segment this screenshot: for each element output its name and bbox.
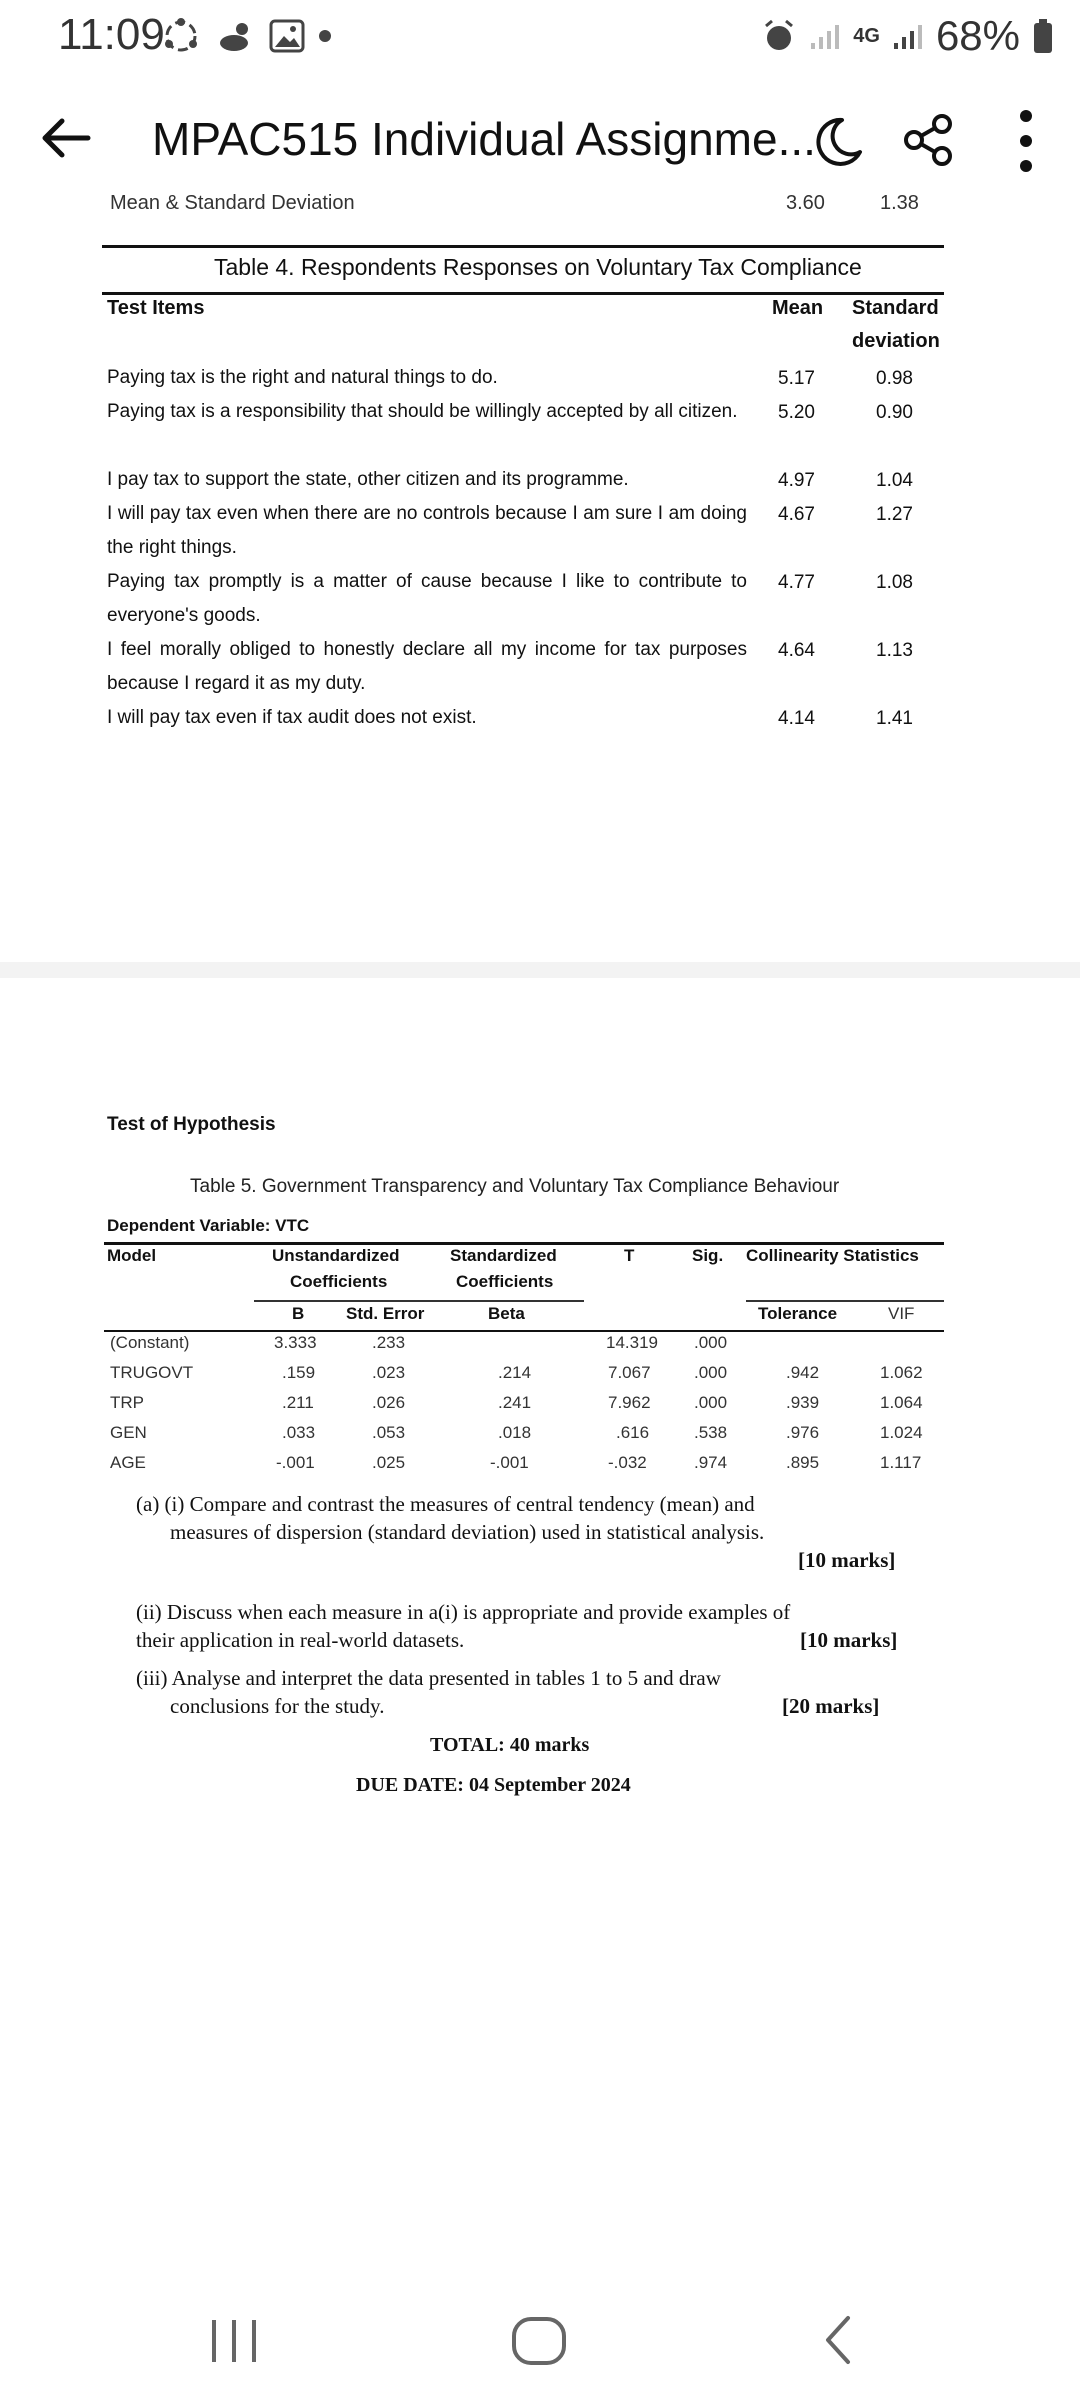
table5-row-1-sig: .000 [694,1333,728,1352]
table4-row-7-text: I will pay tax even if tax audit does not exist. [107,707,477,728]
clipped-row-mean: 3.60 [786,192,825,214]
question-a-i-line-2: measures of dispersion (standard deviation) used in statistical analysis. [170,1520,765,1544]
table5-row-3-beta: .241 [498,1393,532,1412]
table5-title: Table 5. Government Transparency and Voluntary Tax Compliance Behaviour [190,1176,840,1197]
table4-col-sd-1: Standard [852,297,939,319]
signal-weak-icon [809,21,841,51]
table4-row-5-sd: 1.08 [876,572,913,593]
table5-row-4-se: .053 [372,1423,406,1442]
more-options-icon[interactable] [1006,106,1046,176]
table4-row-4-mean: 4.67 [778,504,815,525]
table5-row-4-model: GEN [110,1423,147,1442]
dark-mode-moon-icon[interactable] [808,112,868,172]
table5-row-5-beta: -.001 [490,1453,529,1472]
document-page-1 [0,192,1080,962]
status-notification-icons [158,16,332,56]
table4-col-sd-2: deviation [852,330,940,352]
table5-coef-rule [254,1300,584,1302]
gallery-icon [268,17,306,55]
table5-row-1-b: 3.333 [274,1333,317,1352]
table5-h-sig: Sig. [692,1246,724,1265]
total-marks: TOTAL: 40 marks [430,1734,590,1756]
table4-col-items: Test Items [107,297,205,319]
status-time: 11:09 [58,10,165,59]
question-a-i-line-1: (a) (i) Compare and contrast the measures of central tendency (mean) and [136,1492,755,1516]
table5-row-5-tolerance: .895 [786,1453,820,1472]
share-icon[interactable] [898,110,958,170]
alarm-icon [761,18,797,54]
table5-row-1-t: 14.319 [606,1333,658,1352]
table4-row-7-mean: 4.14 [778,708,815,729]
more-notifications-dot-icon [318,29,332,43]
table4-row-6-sd: 1.13 [876,640,913,661]
table4-header-rule [102,292,944,295]
table4-row-3-sd: 1.04 [876,470,913,491]
table4-row-1-mean: 5.17 [778,368,815,389]
table5-row-2-beta: .214 [498,1363,532,1382]
table5-row-3-tolerance: .939 [786,1393,820,1412]
table5-row-3-se: .026 [372,1393,406,1412]
signal-icon [892,21,924,51]
back-nav-icon[interactable] [818,2312,858,2368]
table5-colin-rule [746,1300,944,1302]
back-arrow-icon[interactable] [36,108,96,168]
table5-row-4-b: .033 [282,1423,316,1442]
table5-row-2-b: .159 [282,1363,316,1382]
table5-row-2-model: TRUGOVT [110,1363,194,1382]
question-a-iii-line-1: (iii) Analyse and interpret the data presented in tables 1 to 5 and draw [136,1666,721,1690]
table4-row-2-sd: 0.90 [876,402,913,423]
weather-icon [216,16,256,56]
due-date: DUE DATE: 04 September 2024 [356,1774,631,1796]
table5-row-3-b: .211 [282,1393,314,1412]
table5-row-4-vif: 1.024 [880,1423,923,1442]
table5-h-beta: Beta [488,1304,525,1323]
table5-row-2-sig: .000 [694,1363,728,1382]
page-title: MPAC515 Individual Assignme... [152,113,816,165]
hypothesis-heading: Test of Hypothesis [107,1114,276,1135]
table5-row-4-tolerance: .976 [786,1423,820,1442]
table5-h-unstd-1: Unstandardized [272,1246,400,1265]
table4-col-mean: Mean [772,297,824,319]
table5-h-b: B [292,1304,305,1323]
table4-row-2-mean: 5.20 [778,402,815,423]
sync-icon [158,16,204,56]
question-a-ii-marks: [10 marks] [800,1628,898,1652]
table5-top-rule [104,1242,944,1245]
table5-h-tolerance: Tolerance [758,1304,838,1323]
table5-row-5-b: -.001 [276,1453,315,1472]
table5-row-3-vif: 1.064 [880,1393,923,1412]
table5-dependent-variable: Dependent Variable: VTC [107,1216,310,1235]
network-type: 4G [853,25,880,47]
table5-header-rule [104,1330,944,1332]
home-icon[interactable] [508,2314,570,2368]
table5-row-1-model: (Constant) [110,1333,190,1352]
battery-percent: 68% [935,12,1020,59]
clipped-row-label: Mean & Standard Deviation [110,192,355,214]
question-a-iii-line-2: conclusions for the study. [170,1694,385,1718]
battery-icon [1032,18,1054,54]
table5-row-5-sig: .974 [694,1453,728,1472]
table4-row-3-text: I pay tax to support the state, other citizen and its programme. [107,469,629,490]
table4-top-rule [102,245,944,248]
table4-row-6-mean: 4.64 [778,640,815,661]
document-page-2 [0,978,1080,2258]
table4-row-6-text: I feel morally obliged to honestly declare all my income for tax purposes because I regard it as my duty. [107,639,747,694]
table4-row-4-text: I will pay tax even when there are no controls because I am sure I am doing the right things. [107,503,747,558]
table4-title: Table 4. Respondents Responses on Voluntary Tax Compliance [214,254,862,280]
recent-apps-icon[interactable] [206,2316,262,2366]
table5-row-5-vif: 1.117 [880,1453,922,1472]
status-right-group [761,12,1054,60]
table4-row-1-sd: 0.98 [876,368,913,389]
table5-h-vif: VIF [888,1304,915,1323]
table5-row-3-sig: .000 [694,1393,728,1412]
table5-row-5-model: AGE [110,1453,146,1472]
table4-row-3-mean: 4.97 [778,470,815,491]
table5-row-5-se: .025 [372,1453,406,1472]
question-a-ii-line-2: their application in real-world datasets. [136,1628,465,1652]
table5-row-3-model: TRP [110,1393,144,1412]
clipped-row-sd: 1.38 [880,192,919,214]
table4-row-5-mean: 4.77 [778,572,815,593]
table4-row-7-sd: 1.41 [876,708,913,729]
table5-row-1-se: .233 [372,1333,406,1352]
table5-row-2-vif: 1.062 [880,1363,923,1382]
table5-h-se: Std. Error [346,1304,425,1323]
table5-h-t: T [624,1246,635,1265]
table4-row-1-text: Paying tax is the right and natural things to do. [107,367,498,388]
table5-row-2-se: .023 [372,1363,406,1382]
table5-h-unstd-2: Coefficients [290,1272,388,1291]
table4-row-5-text: Paying tax promptly is a matter of cause because I like to contribute to everyone's goods. [107,571,747,626]
table5-row-2-tolerance: .942 [786,1363,820,1382]
table5-row-5-t: -.032 [608,1453,647,1472]
table5-row-4-beta: .018 [498,1423,532,1442]
table4-row-4-sd: 1.27 [876,504,913,525]
table5-h-std-1: Standardized [450,1246,557,1265]
table5-row-2-t: 7.067 [608,1363,651,1382]
table4-row-2-text: Paying tax is a responsibility that should be willingly accepted by all citizen. [107,401,738,422]
table5-h-std-2: Coefficients [456,1272,554,1291]
question-a-ii-line-1: (ii) Discuss when each measure in a(i) is appropriate and provide examples of [136,1600,791,1624]
table5-h-model: Model [107,1246,157,1265]
table5-row-4-t: .616 [616,1423,650,1442]
table5-row-4-sig: .538 [694,1423,728,1442]
table5-row-3-t: 7.962 [608,1393,651,1412]
page-divider [0,962,1080,978]
table5-h-collinearity: Collinearity Statistics [746,1246,919,1265]
question-a-iii-marks: [20 marks] [782,1694,880,1718]
question-a-i-marks: [10 marks] [798,1548,896,1572]
